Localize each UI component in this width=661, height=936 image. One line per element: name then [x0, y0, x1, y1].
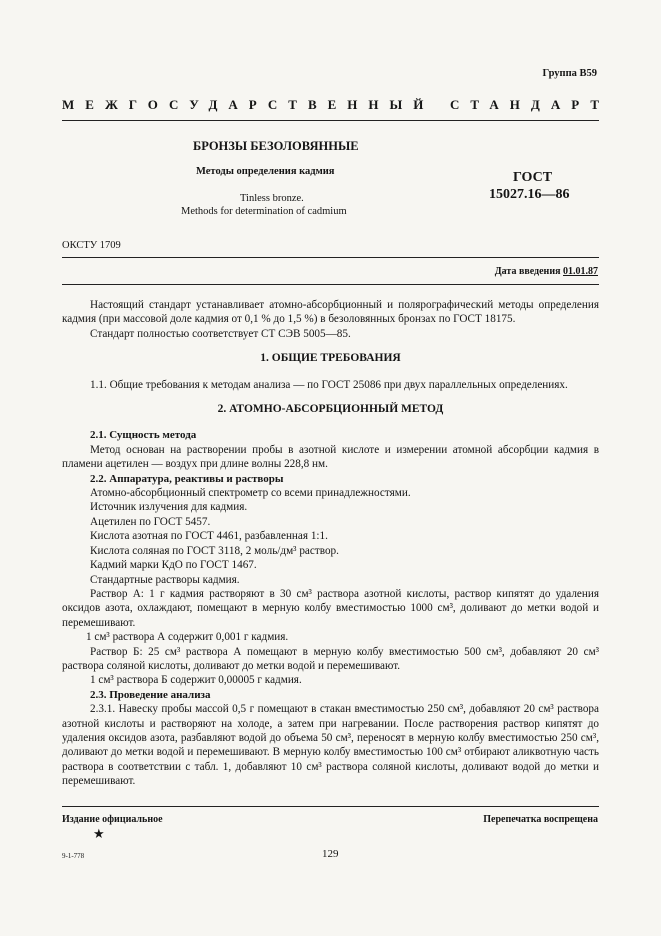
gost-number: 15027.16—86	[489, 187, 570, 202]
list-item: Кислота соляная по ГОСТ 3118, 2 моль/дм³ раствор.	[90, 544, 339, 557]
list-item: Атомно-абсорбционный спектрометр со всеми принадлежностями.	[90, 487, 411, 500]
document-subtitle: Методы определения кадмия	[196, 166, 335, 177]
paragraph: Раствор Б: 25 см³ раствора А помещают в мерную колбу вместимостью 500 см³, добавляют 20 см³ раствора соляной кислоты, доливают до метки водой и перемешивают.	[62, 645, 599, 672]
intro-paragraph: Стандарт полностью соответствует СТ СЭВ 5005—85.	[90, 327, 351, 340]
official-edition-label: Издание официальное	[62, 814, 163, 825]
paragraph: Раствор А: 1 г кадмия растворяют в 30 см³ раствора азотной кислоты, раствор кипятят до удаления оксидов азота, охлаждают, помещают в мерную колбу вместимостью 1000 см³, доливают до метки водой и перемешивают.	[62, 587, 599, 629]
english-title-line1: Tinless bronze.	[240, 193, 304, 204]
subsection-heading: 2.1. Сущность метода	[90, 429, 197, 442]
list-item: Стандартные растворы кадмия.	[90, 573, 240, 586]
oksty-code: ОКСТУ 1709	[62, 240, 121, 251]
gost-label: ГОСТ	[513, 170, 553, 185]
intro-paragraph: Настоящий стандарт устанавливает атомно-абсорбционный и полярографический методы определения кадмия (при массовой доле кадмия от 0,1 % до 1,5 %) в безоловянных бронзах по ГОСТ 18175.	[62, 299, 599, 326]
page-number: 129	[322, 848, 339, 860]
note: 1 см³ раствора А содержит 0,001 г кадмия.	[86, 631, 289, 644]
banner-left: МЕЖГОСУДАРСТВЕННЫЙ	[62, 97, 435, 112]
divider	[62, 257, 599, 258]
paragraph: Метод основан на растворении пробы в азотной кислоте и измерении атомной абсорбции кадмия в пламени ацетилен — воздух при длине волны 228,8 нм.	[62, 443, 599, 471]
banner-right: СТАНДАРТ	[449, 97, 610, 112]
star-icon: ★	[93, 826, 105, 841]
print-code: 9-1-778	[62, 852, 85, 860]
standard-banner	[62, 97, 610, 113]
document-body	[62, 298, 599, 789]
intro-date	[495, 266, 598, 277]
divider	[62, 284, 599, 285]
paragraph: 1.1. Общие требования к методам анализа — по ГОСТ 25086 при двух параллельных определениях.	[90, 378, 568, 391]
intro-date-value: 01.01.87	[563, 266, 598, 277]
subsection-heading: 2.2. Аппаратура, реактивы и растворы	[90, 472, 284, 485]
list-item: Кадмий марки КдО по ГОСТ 1467.	[90, 559, 257, 572]
document-title: БРОНЗЫ БЕЗОЛОВЯННЫЕ	[193, 139, 359, 153]
list-item: Кислота азотная по ГОСТ 4461, разбавленная 1:1.	[90, 530, 328, 543]
note: 1 см³ раствора Б содержит 0,00005 г кадмия.	[90, 674, 302, 687]
english-title-line2: Methods for determination of cadmium	[181, 206, 347, 217]
divider	[62, 120, 599, 121]
list-item: Ацетилен по ГОСТ 5457.	[90, 515, 211, 528]
list-item: Источник излучения для кадмия.	[90, 501, 248, 514]
section-heading: 2. АТОМНО-АБСОРБЦИОННЫЙ МЕТОД	[217, 403, 444, 416]
section-heading: 1. ОБЩИЕ ТРЕБОВАНИЯ	[260, 352, 401, 365]
group-code: Группа В59	[542, 68, 597, 79]
divider	[62, 806, 599, 807]
intro-date-label: Дата введения	[494, 266, 561, 277]
subsection-heading: 2.3. Проведение анализа	[90, 688, 211, 701]
paragraph: 2.3.1. Навеску пробы массой 0,5 г помещают в стакан вместимостью 250 см³, добавляют 20 см³ раствора азотной кислоты и растворяют на холоде, а затем при нагревании. После растворения раствор кипятят до удаления оксидов азота, разбавляют водой до объема 50 см³, переносят в мерную колбу вместимостью 250 см³, доливают до метки водой и перемешивают. В мерную колбу вместимостью 100 см³ отбирают аликвотную часть раствора в соответствии с табл. 1, добавляют 10 см³ раствора соляной кислоты, доливают водой до метки и перемешивают.	[62, 703, 599, 788]
reprint-notice: Перепечатка воспрещена	[483, 814, 598, 825]
